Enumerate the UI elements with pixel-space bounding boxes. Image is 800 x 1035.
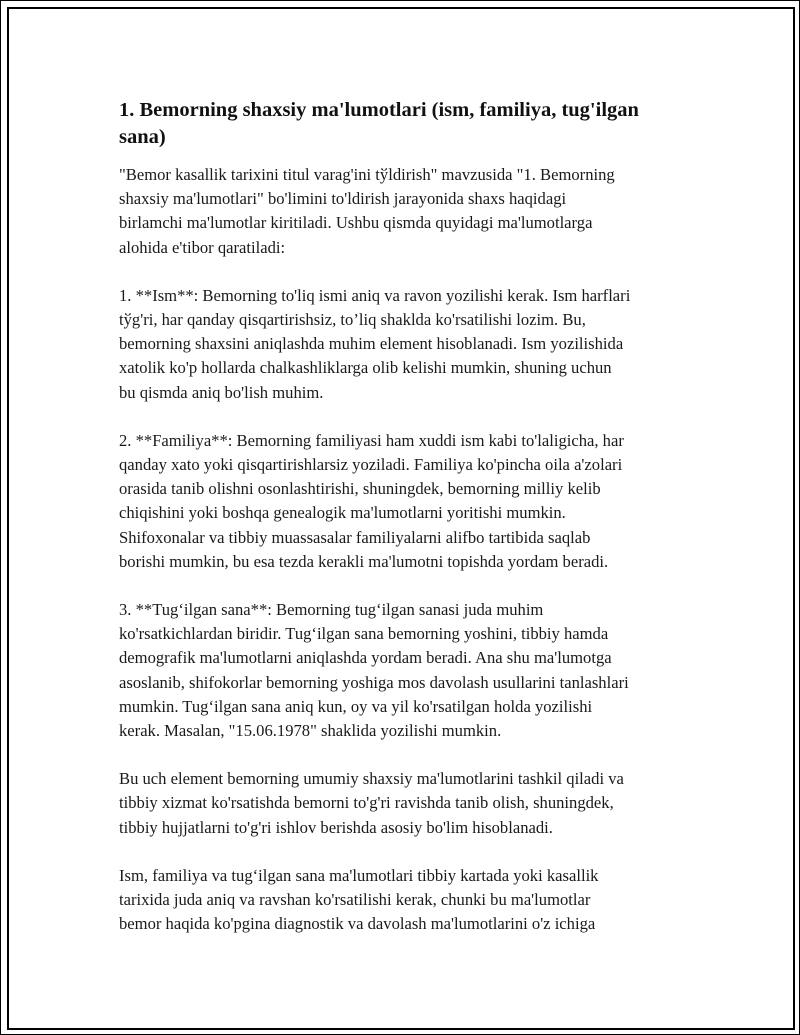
paragraph-conclusion: Ism, familiya va tug‘ilgan sana ma'lumotlari tibbiy kartada yoki kasallik tarixida juda aniq va ravshan ko'rsatilishi kerak, chunki bu ma'lumotlar bemor haqida ko'pgina diagnostik va davolash ma'lumotlarini o'z ichiga	[119, 865, 599, 934]
paragraph-ism: 1. **Ism**: Bemorning to'liq ismi aniq va ravon yozilishi kerak. Ism harflari tўg'ri, har qanday qisqartirishsiz, to’liq shaklda ko'rsatilishi lozim. Bu, bemorning shaxsini aniqlashda muhim element hisoblanadi. Ism yozilishida xatolik ko'p hollarda chalkashliklarga olib kelishi mumkin, shuning uchun bu qismda aniq bo'lish muhim.	[119, 285, 631, 402]
paragraph-tugilgan-sana: 3. **Tug‘ilgan sana**: Bemorning tug‘ilgan sanasi juda muhim ko'rsatkichlardan biridir. Tug‘ilgan sana bemorning yoshini, tibbiy hamda demografik ma'lumotlarni aniqlashda yordam beradi. Ana shu ma'lumotga asoslanib, shifokorlar bemorning yoshiga mos davolash usullarini tanlashlari mumkin. Tug‘ilgan sana aniq kun, oy va yil ko'rsatilgan holda yozilishi kerak. Masalan, "15.06.1978" shaklida yozilishi mumkin.	[119, 600, 629, 741]
paragraph-summary: Bu uch element bemorning umumiy shaxsiy ma'lumotlarini tashkil qiladi va tibbiy xizmat ko'rsatishda bemorni to'g'ri ravishda tanib olish, shuningdek, tibbiy hujjatlarni to'g'ri ishlov berishda asosiy bo'lim hisoblanadi.	[119, 769, 624, 837]
paragraph-familiya: 2. **Familiya**: Bemorning familiyasi ham xuddi ism kabi to'laligicha, har qanday xato yoki qisqartirishlarsiz yoziladi. Familiya ko'pincha oila a'zolari orasida tanib olishni osonlashtirishi, shuningdek, bemorning milliy kelib chiqishini yoki boshqa genealogik ma'lumotlarni yoritishi mumkin. Shifoxonalar va tibbiy muassasalar familiyalarni alifbo tartibida saqlab borishi mumkin, bu esa tezda kerakli ma'lumotni topishda yordam beradi.	[119, 430, 624, 571]
page-border-inner	[7, 7, 795, 1030]
paragraph-intro: "Bemor kasallik tarixini titul varag'ini tўldirish" mavzusida "1. Bemorning shaxsiy ma'lumotlari" bo'limini to'ldirish jarayonida shaxs haqidagi birlamchi ma'lumotlar kiritiladi. Ushbu qismda quyidagi ma'lumotlarga alohida e'tibor qaratiladi:	[119, 165, 615, 257]
section-heading: 1. Bemorning shaxsiy ma'lumotlari (ism, familiya, tug'ilgan sana)	[119, 99, 639, 148]
document-body	[119, 97, 699, 960]
